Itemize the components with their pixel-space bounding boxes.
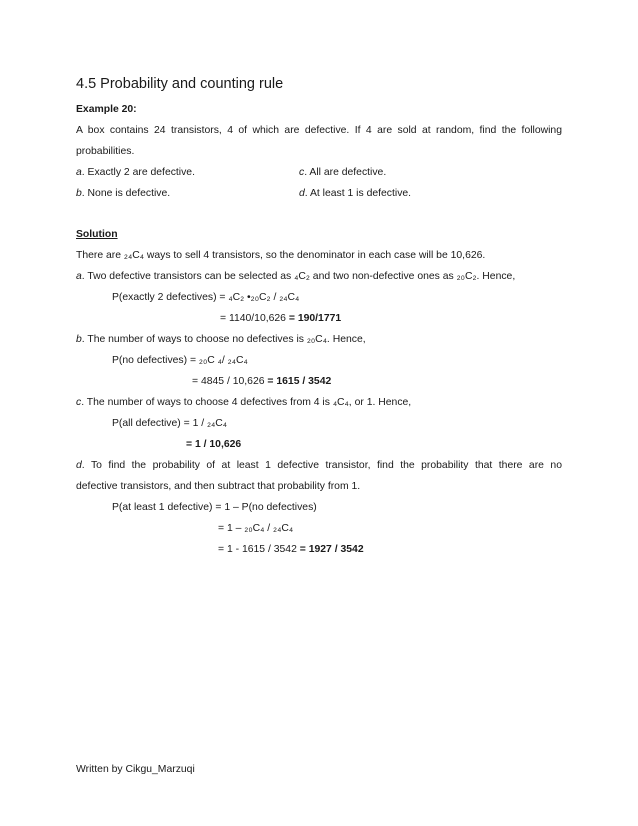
section-heading: 4.5 Probability and counting rule [76, 76, 284, 92]
part-d-text-1: d. To find the probability of at least 1 defective transistor, find the probability that there are no [76, 460, 562, 471]
option-d: d. At least 1 is defective. [299, 188, 412, 199]
part-b-text: b. The number of ways to choose no defectives is ₂₀C₄. Hence, [76, 334, 366, 345]
solution-intro: There are ₂₄C₄ ways to sell 4 transistors, so the denominator in each case will be 10,626. [76, 250, 486, 261]
part-c-formula: P(all defective) = 1 / ₂₄C₄ [112, 418, 228, 429]
page-footer: Written by Cikgu_Marzuqi [76, 764, 195, 775]
part-d-step-1: = 1 – ₂₀C₄ / ₂₄C₄ [218, 523, 294, 534]
option-a: a. Exactly 2 are defective. [76, 167, 195, 178]
part-a-text: a. Two defective transistors can be selected as ₄C₂ and two non-defective ones as ₂₀C₂. Hence, [76, 271, 516, 282]
option-b: b. None is defective. [76, 188, 171, 199]
part-a-formula: P(exactly 2 defectives) = ₄C₂ •₂₀C₂ / ₂₄C₄ [112, 292, 300, 303]
problem-line-2: probabilities. [76, 146, 135, 157]
part-a-calc: = 1140/10,626 = 190/1771 [220, 313, 342, 324]
part-c-text: c. The number of ways to choose 4 defectives from 4 is ₄C₄, or 1. Hence, [76, 397, 412, 408]
part-b-formula: P(no defectives) = ₂₀C ₄/ ₂₄C₄ [112, 355, 248, 366]
part-b-calc: = 4845 / 10,626 = 1615 / 3542 [192, 376, 332, 387]
solution-label: Solution [76, 229, 118, 240]
problem-line-1: A box contains 24 transistors, 4 of which are defective. If 4 are sold at random, find the following [76, 125, 562, 136]
example-label: Example 20: [76, 104, 137, 115]
part-d-formula: P(at least 1 defective) = 1 – P(no defectives) [112, 502, 317, 513]
option-c: c. All are defective. [299, 167, 387, 178]
part-d-step-2: = 1 - 1615 / 3542 = 1927 / 3542 [218, 544, 364, 555]
part-d-text-2: defective transistors, and then subtract that probability from 1. [76, 481, 361, 492]
part-c-result: = 1 / 10,626 [186, 439, 242, 450]
